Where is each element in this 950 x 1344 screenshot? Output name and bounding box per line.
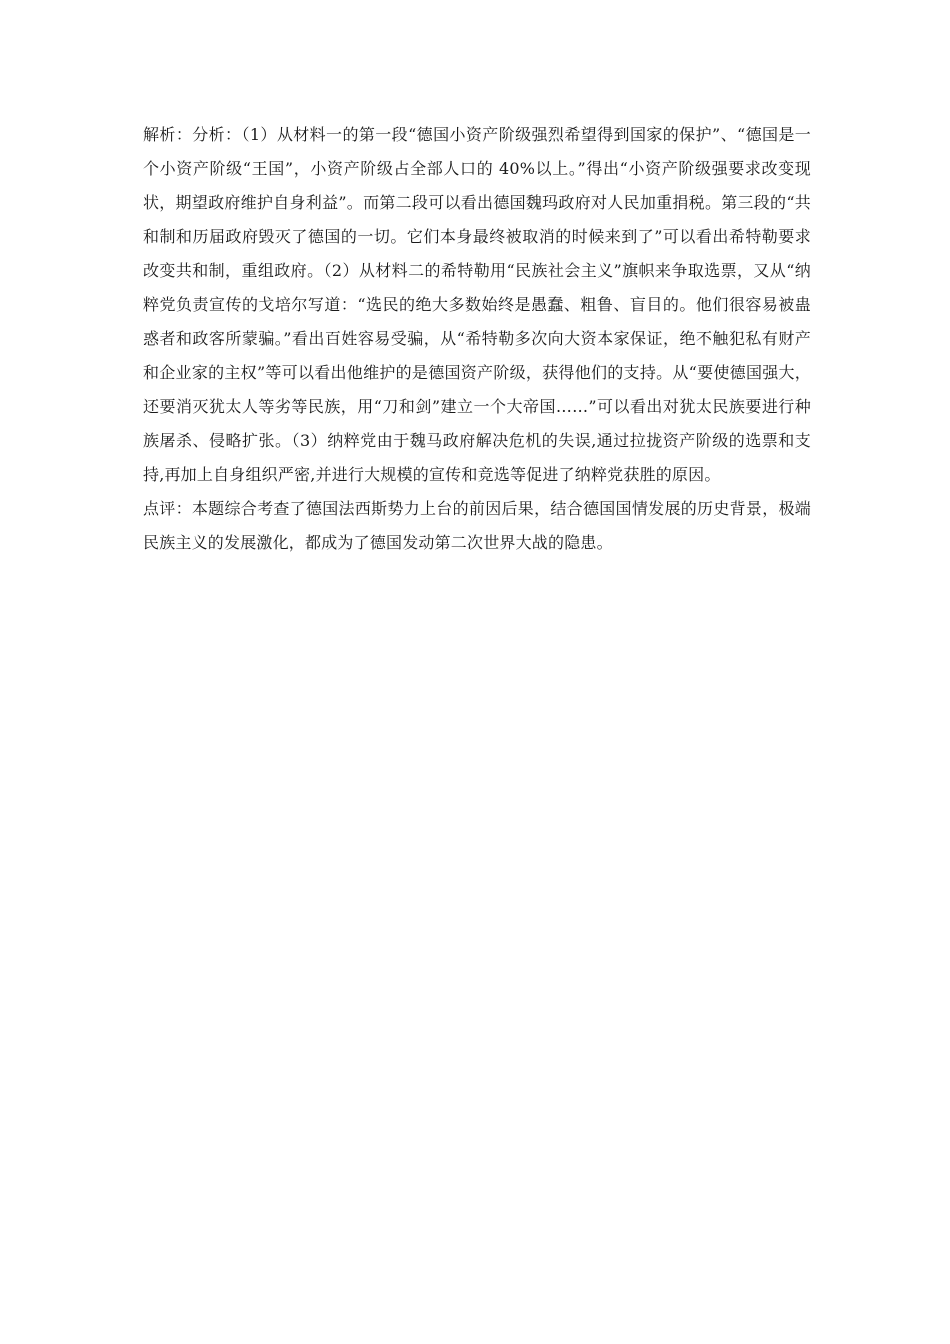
analysis-paragraph: 解析：分析：（1）从材料一的第一段“德国小资产阶级强烈希望得到国家的保护”、“德国是一个小资产阶级“王国”，小资产阶级占全部人口的 40%以上。”得出“小资产阶级强要求改变现状，期望政府维护自身利益”。而第二段可以看出德国魏玛政府对人民加重捐税。第三段的“共和制和历届政府毁灭了德国的一切。它们本身最终被取消的时候来到了”可以看出希特勒要求改变共和制，重组政府。（2）从材料二的希特勒用“民族社会主义”旗帜来争取选票，又从“纳粹党负责宣传的戈培尔写道：“选民的绝大多数始终是愚蠢、粗鲁、盲目的。他们很容易被蛊惑者和政客所蒙骗。”看出百姓容易受骗，从“希特勒多次向大资本家保证，绝不触犯私有财产和企业家的主权”等可以看出他维护的是德国资产阶级，获得他们的支持。从“要使德国强大，还要消灭犹太人等劣等民族，用“刀和剑”建立一个大帝国……”可以看出对犹太民族要进行种族屠杀、侵略扩张。（3）纳粹党由于魏马政府解决危机的失误,通过拉拢资产阶级的选票和支持,再加上自身组织严密,并进行大规模的宣传和竞选等促进了纳粹党获胜的原因。 — [143, 125, 811, 484]
comment-paragraph: 点评：本题综合考查了德国法西斯势力上台的前因后果，结合德国国情发展的历史背景，极端民族主义的发展激化，都成为了德国发动第二次世界大战的隐患。 — [143, 499, 811, 552]
document-body — [143, 118, 811, 560]
